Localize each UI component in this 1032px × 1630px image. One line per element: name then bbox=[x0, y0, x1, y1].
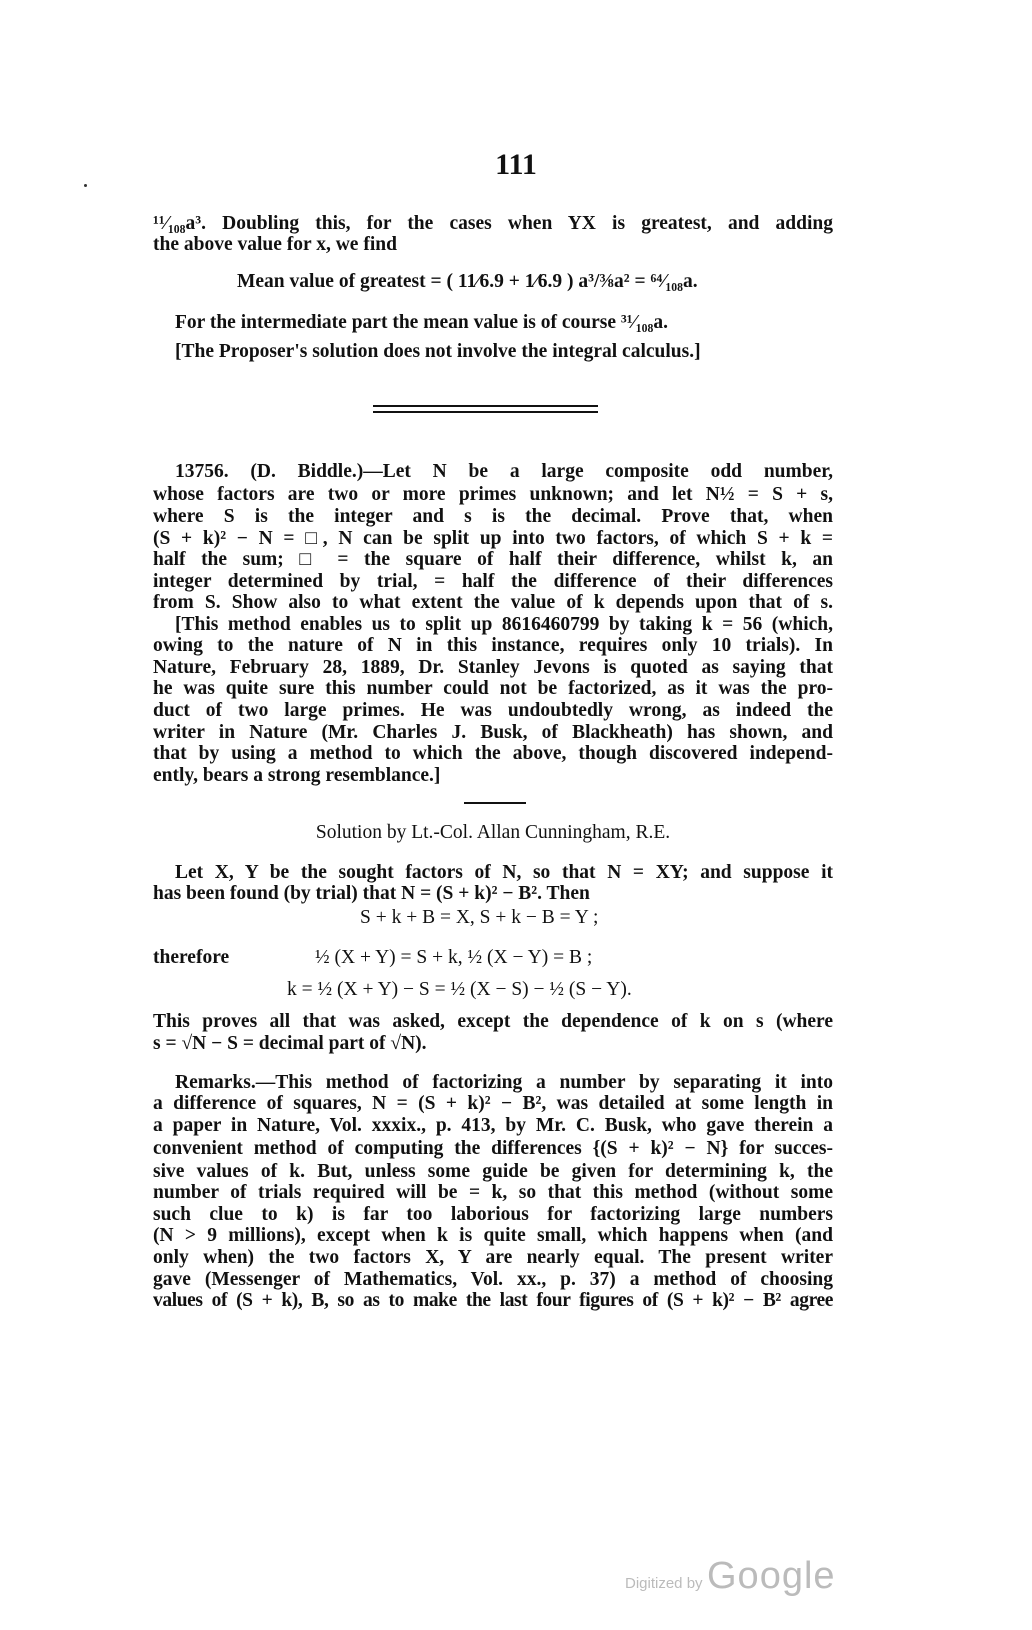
remarks-line: a difference of squares, N = (S + k)² − B², was detailed at some length in bbox=[153, 1093, 833, 1114]
note-line: that by using a method to which the above, though discovered independ- bbox=[153, 743, 833, 764]
note-line: ently, bears a strong resemblance.] bbox=[153, 765, 441, 786]
note-line: duct of two large primes. He was undoubtedly wrong, as indeed the bbox=[153, 700, 833, 721]
remarks-line: Remarks.—This method of factorizing a number by separating it into bbox=[175, 1072, 833, 1093]
note-line: he was quite sure this number could not be factorized, as it was the pro- bbox=[153, 678, 833, 699]
note-line: [This method enables us to split up 8616460799 by taking k = 56 (which, bbox=[175, 614, 833, 635]
equation: S + k + B = X, S + k − B = Y ; bbox=[360, 907, 599, 928]
text-line: For the intermediate part the mean value is of course ³¹⁄₁₀₈a. bbox=[175, 312, 668, 333]
remarks-line: (N > 9 millions), except when k is quite small, which happens when (and bbox=[153, 1225, 833, 1246]
solution-byline: Solution by Lt.-Col. Allan Cunningham, R.E. bbox=[315, 822, 671, 843]
question-line: where S is the integer and s is the decimal. Prove that, when bbox=[153, 506, 833, 527]
remarks-line: gave (Messenger of Mathematics, Vol. xx., p. 37) a method of choosing bbox=[153, 1269, 833, 1290]
question-line: (S + k)² − N = □, N can be split up into two factors, of which S + k = bbox=[153, 528, 833, 549]
watermark-prefix: Digitized by bbox=[625, 1575, 703, 1592]
page-number: 111 bbox=[495, 148, 537, 181]
equation: ½ (X + Y) = S + k, ½ (X − Y) = B ; bbox=[315, 947, 593, 968]
note-line: Nature, February 28, 1889, Dr. Stanley Jevons is quoted as saying that bbox=[153, 657, 833, 678]
remarks-line: sive values of k. But, unless some guide be given for determining k, the bbox=[153, 1161, 833, 1182]
text-line: ¹¹⁄₁₀₈a³. Doubling this, for the cases when YX is greatest, and adding bbox=[153, 213, 833, 234]
remarks-line: a paper in Nature, Vol. xxxix., p. 413, by Mr. C. Busk, who gave therein a bbox=[153, 1115, 833, 1136]
digitized-watermark bbox=[625, 1555, 836, 1598]
scan-speck bbox=[84, 184, 87, 187]
text-line: the above value for x, we find bbox=[153, 234, 397, 255]
remarks-line: convenient method of computing the differences {(S + k)² − N} for succes- bbox=[153, 1138, 833, 1159]
solution-line: has been found (by trial) that N = (S + k)² − B². Then bbox=[153, 883, 590, 904]
short-divider bbox=[464, 802, 526, 804]
note-line: writer in Nature (Mr. Charles J. Busk, of Blackheath) has shown, and bbox=[153, 722, 833, 743]
therefore-label: therefore bbox=[153, 947, 230, 968]
remarks-line: number of trials required will be = k, so that this method (without some bbox=[153, 1182, 833, 1203]
remarks-line: only when) the two factors X, Y are nearly equal. The present writer bbox=[153, 1247, 833, 1268]
proves-line: This proves all that was asked, except the dependence of k on s (where bbox=[153, 1011, 833, 1032]
equation: k = ½ (X + Y) − S = ½ (X − S) − ½ (S − Y). bbox=[287, 979, 632, 1000]
google-logo: Google bbox=[707, 1555, 836, 1597]
note-line: owing to the nature of N in this instance, requires only 10 trials). In bbox=[153, 635, 833, 656]
question-line: from S. Show also to what extent the value of k depends upon that of s. bbox=[153, 592, 833, 613]
question-line: half the sum; □ = the square of half their difference, whilst k, an bbox=[153, 549, 833, 570]
question-line: 13756. (D. Biddle.)—Let N be a large composite odd number, bbox=[175, 461, 833, 482]
section-divider bbox=[373, 405, 598, 407]
solution-line: Let X, Y be the sought factors of N, so that N = XY; and suppose it bbox=[175, 862, 833, 883]
text-line: [The Proposer's solution does not involve the integral calculus.] bbox=[175, 341, 701, 362]
formula-mean-greatest: Mean value of greatest = ( 11⁄6.9 + 1⁄6.9 ) a³/⅜a² = ⁶⁴⁄₁₀₈a. bbox=[237, 271, 698, 292]
remarks-line: values of (S + k), B, so as to make the last four figures of (S + k)² − B² agree bbox=[153, 1290, 833, 1311]
section-divider bbox=[373, 411, 598, 413]
question-line: whose factors are two or more primes unknown; and let N½ = S + s, bbox=[153, 484, 833, 505]
remarks-line: such clue to k) is far too laborious for factorizing large numbers bbox=[153, 1204, 833, 1225]
proves-line: s = √N − S = decimal part of √N). bbox=[153, 1033, 427, 1054]
question-line: integer determined by trial, = half the difference of their differences bbox=[153, 571, 833, 592]
